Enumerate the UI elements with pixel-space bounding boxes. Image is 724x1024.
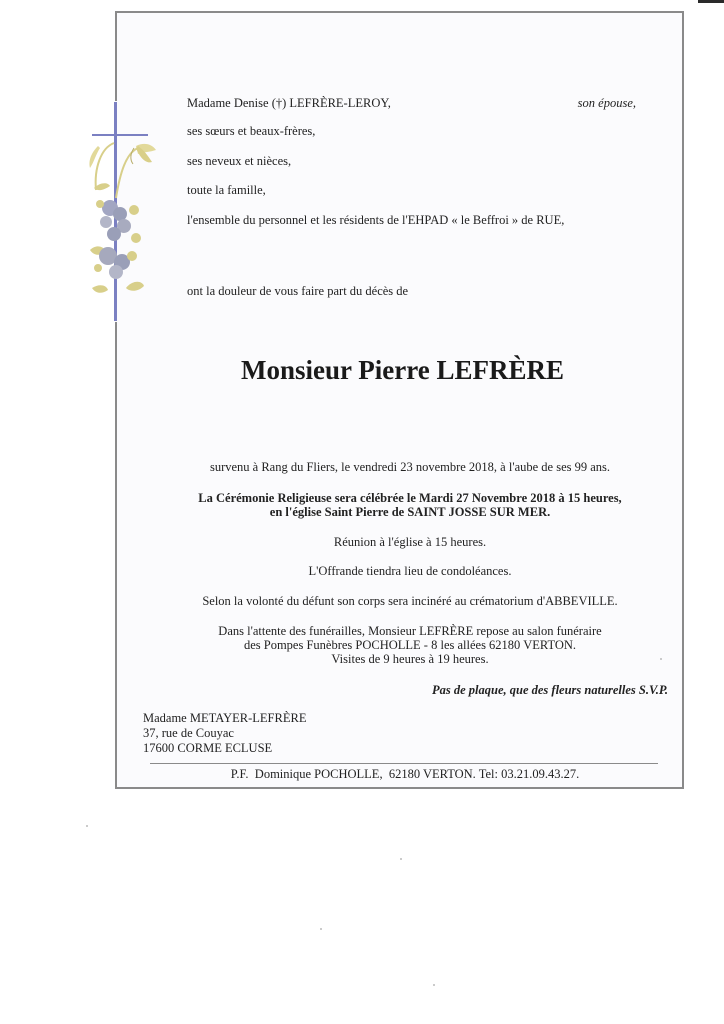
death-details: survenu à Rang du Fliers, le vendredi 23 novembre 2018, à l'aube de ses 99 ans.	[209, 460, 611, 474]
frame-left-border-top	[115, 11, 117, 101]
footer-funeral-home: P.F. Dominique POCHOLLE, 62180 VERTON. Tel: 03.21.09.43.27.	[230, 767, 580, 781]
family-line-spouse: Madame Denise (†) LEFRÈRE-LEROY,	[187, 96, 391, 110]
deceased-name: Monsieur Pierre LEFRÈRE	[241, 355, 564, 385]
scan-speck	[433, 984, 435, 986]
frame-left-border-bottom	[115, 322, 117, 787]
cross-icon-horizontal	[92, 134, 148, 136]
reunion-text: Réunion à l'église à 15 heures.	[333, 535, 487, 549]
family-line-siblings: ses sœurs et beaux-frères,	[187, 124, 316, 138]
scan-speck	[320, 928, 322, 930]
cremation-text: Selon la volonté du défunt son corps sera incinéré au crématorium d'ABBEVILLE.	[202, 594, 618, 608]
ceremony-line-2: en l'église Saint Pierre de SAINT JOSSE SUR MER.	[269, 505, 551, 519]
spouse-relation: son épouse,	[577, 96, 636, 110]
rest-line-2: des Pompes Funèbres POCHOLLE - 8 les allées 62180 VERTON.	[243, 638, 577, 652]
family-line-ehpad: l'ensemble du personnel et les résidents de l'EHPAD « le Beffroi » de RUE,	[187, 213, 565, 227]
offering-text: L'Offrande tiendra lieu de condoléances.	[308, 564, 512, 578]
family-line-nephews: ses neveux et nièces,	[187, 154, 292, 168]
scan-speck	[400, 858, 402, 860]
scan-edge-band	[698, 0, 724, 3]
footer-divider	[150, 763, 658, 764]
flowers-icon	[86, 138, 156, 308]
flowers-note: Pas de plaque, que des fleurs naturelles S.V.P.	[431, 683, 668, 697]
ceremony-line-1: La Cérémonie Religieuse sera célébrée le Mardi 27 Novembre 2018 à 15 heures,	[198, 491, 622, 505]
announcement-text: ont la douleur de vous faire part du décès de	[187, 284, 409, 298]
scan-speck	[86, 825, 88, 827]
visits-text: Visites de 9 heures à 19 heures.	[331, 652, 489, 666]
contact-street: 37, rue de Couyac	[143, 726, 234, 740]
scan-speck	[660, 658, 662, 660]
rest-line-1: Dans l'attente des funérailles, Monsieur LEFRÈRE repose au salon funéraire	[218, 624, 602, 638]
contact-city: 17600 CORME ECLUSE	[143, 741, 273, 755]
contact-name: Madame METAYER-LEFRÈRE	[143, 711, 307, 725]
family-line-family: toute la famille,	[187, 183, 266, 197]
